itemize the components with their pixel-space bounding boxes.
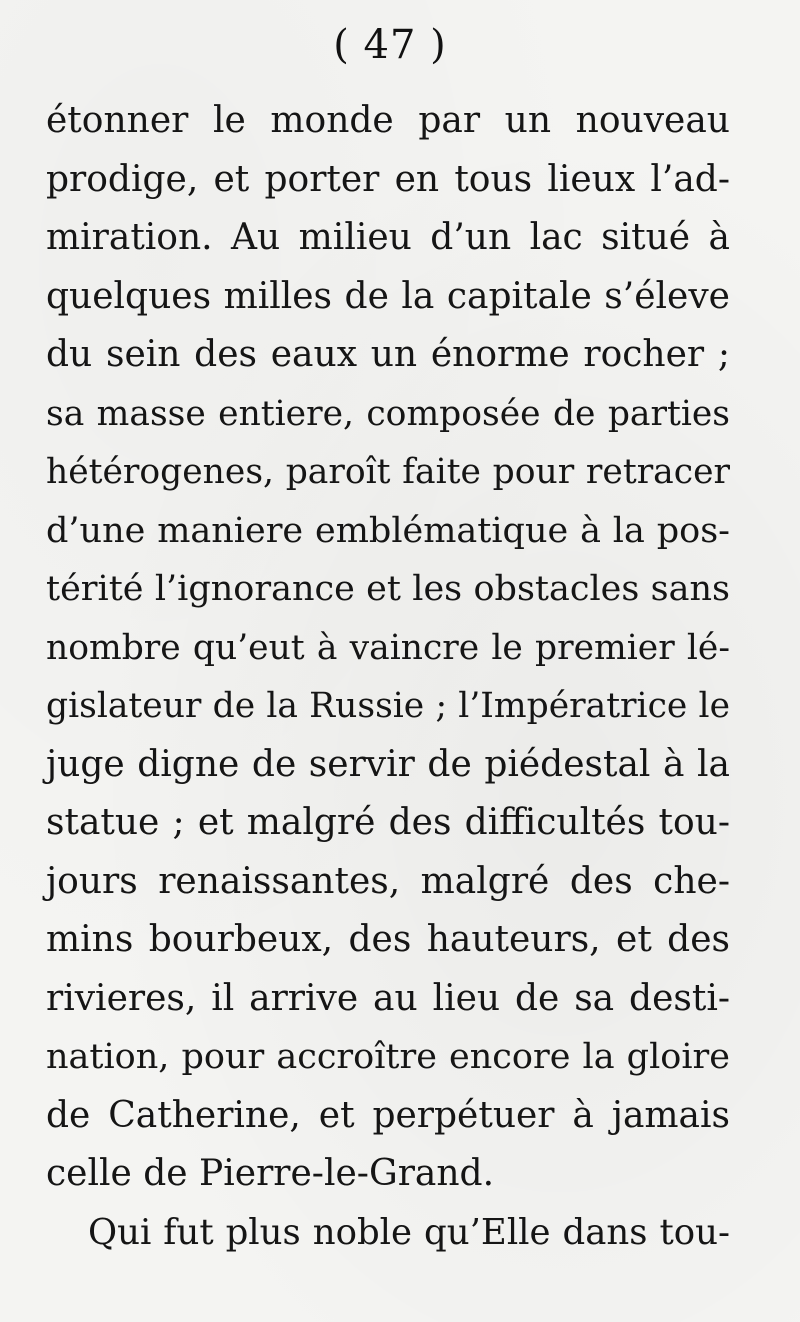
text-line: prodige, et porter en tous lieux l’ad- <box>46 158 730 200</box>
text-line: de Catherine, et perpétuer à jamais <box>46 1094 730 1136</box>
text-line: juge digne de servir de piédestal à la <box>46 743 730 785</box>
text-line: hétérogenes, paroît faite pour retracer <box>46 452 730 492</box>
text-line: nation, pour accroître encore la gloire <box>46 1037 730 1077</box>
text-line: du sein des eaux un énorme rocher ; <box>46 334 730 375</box>
text-line: nombre qu’eut à vaincre le premier lé- <box>46 627 730 668</box>
text-line: étonner le monde par un nouveau <box>46 100 730 141</box>
text-line: d’une maniere emblématique à la pos- <box>46 510 730 551</box>
text-line: mins bourbeux, des hauteurs, et des <box>46 919 730 960</box>
paragraph-start-line: Qui fut plus noble qu’Elle dans tou- <box>88 1211 730 1253</box>
text-line: jours renaissantes, malgré des che- <box>46 860 730 902</box>
text-line: térité l’ignorance et les obstacles sans <box>46 569 730 609</box>
text-line: quelques milles de la capitale s’éleve <box>46 275 730 317</box>
page-number: ( 47 ) <box>333 22 447 68</box>
text-line: sa masse entiere, composée de parties <box>46 393 730 434</box>
text-line: statue ; et malgré des difficultés tou- <box>46 802 730 843</box>
text-line: rivieres, il arrive au lieu de sa desti- <box>46 977 730 1019</box>
text-line: celle de Pierre-le-Grand. <box>46 1153 495 1194</box>
text-line: gislateur de la Russie ; l’Impératrice le <box>46 686 730 726</box>
body-text <box>46 92 730 1262</box>
text-line: miration. Au milieu d’un lac situé à <box>46 217 730 258</box>
